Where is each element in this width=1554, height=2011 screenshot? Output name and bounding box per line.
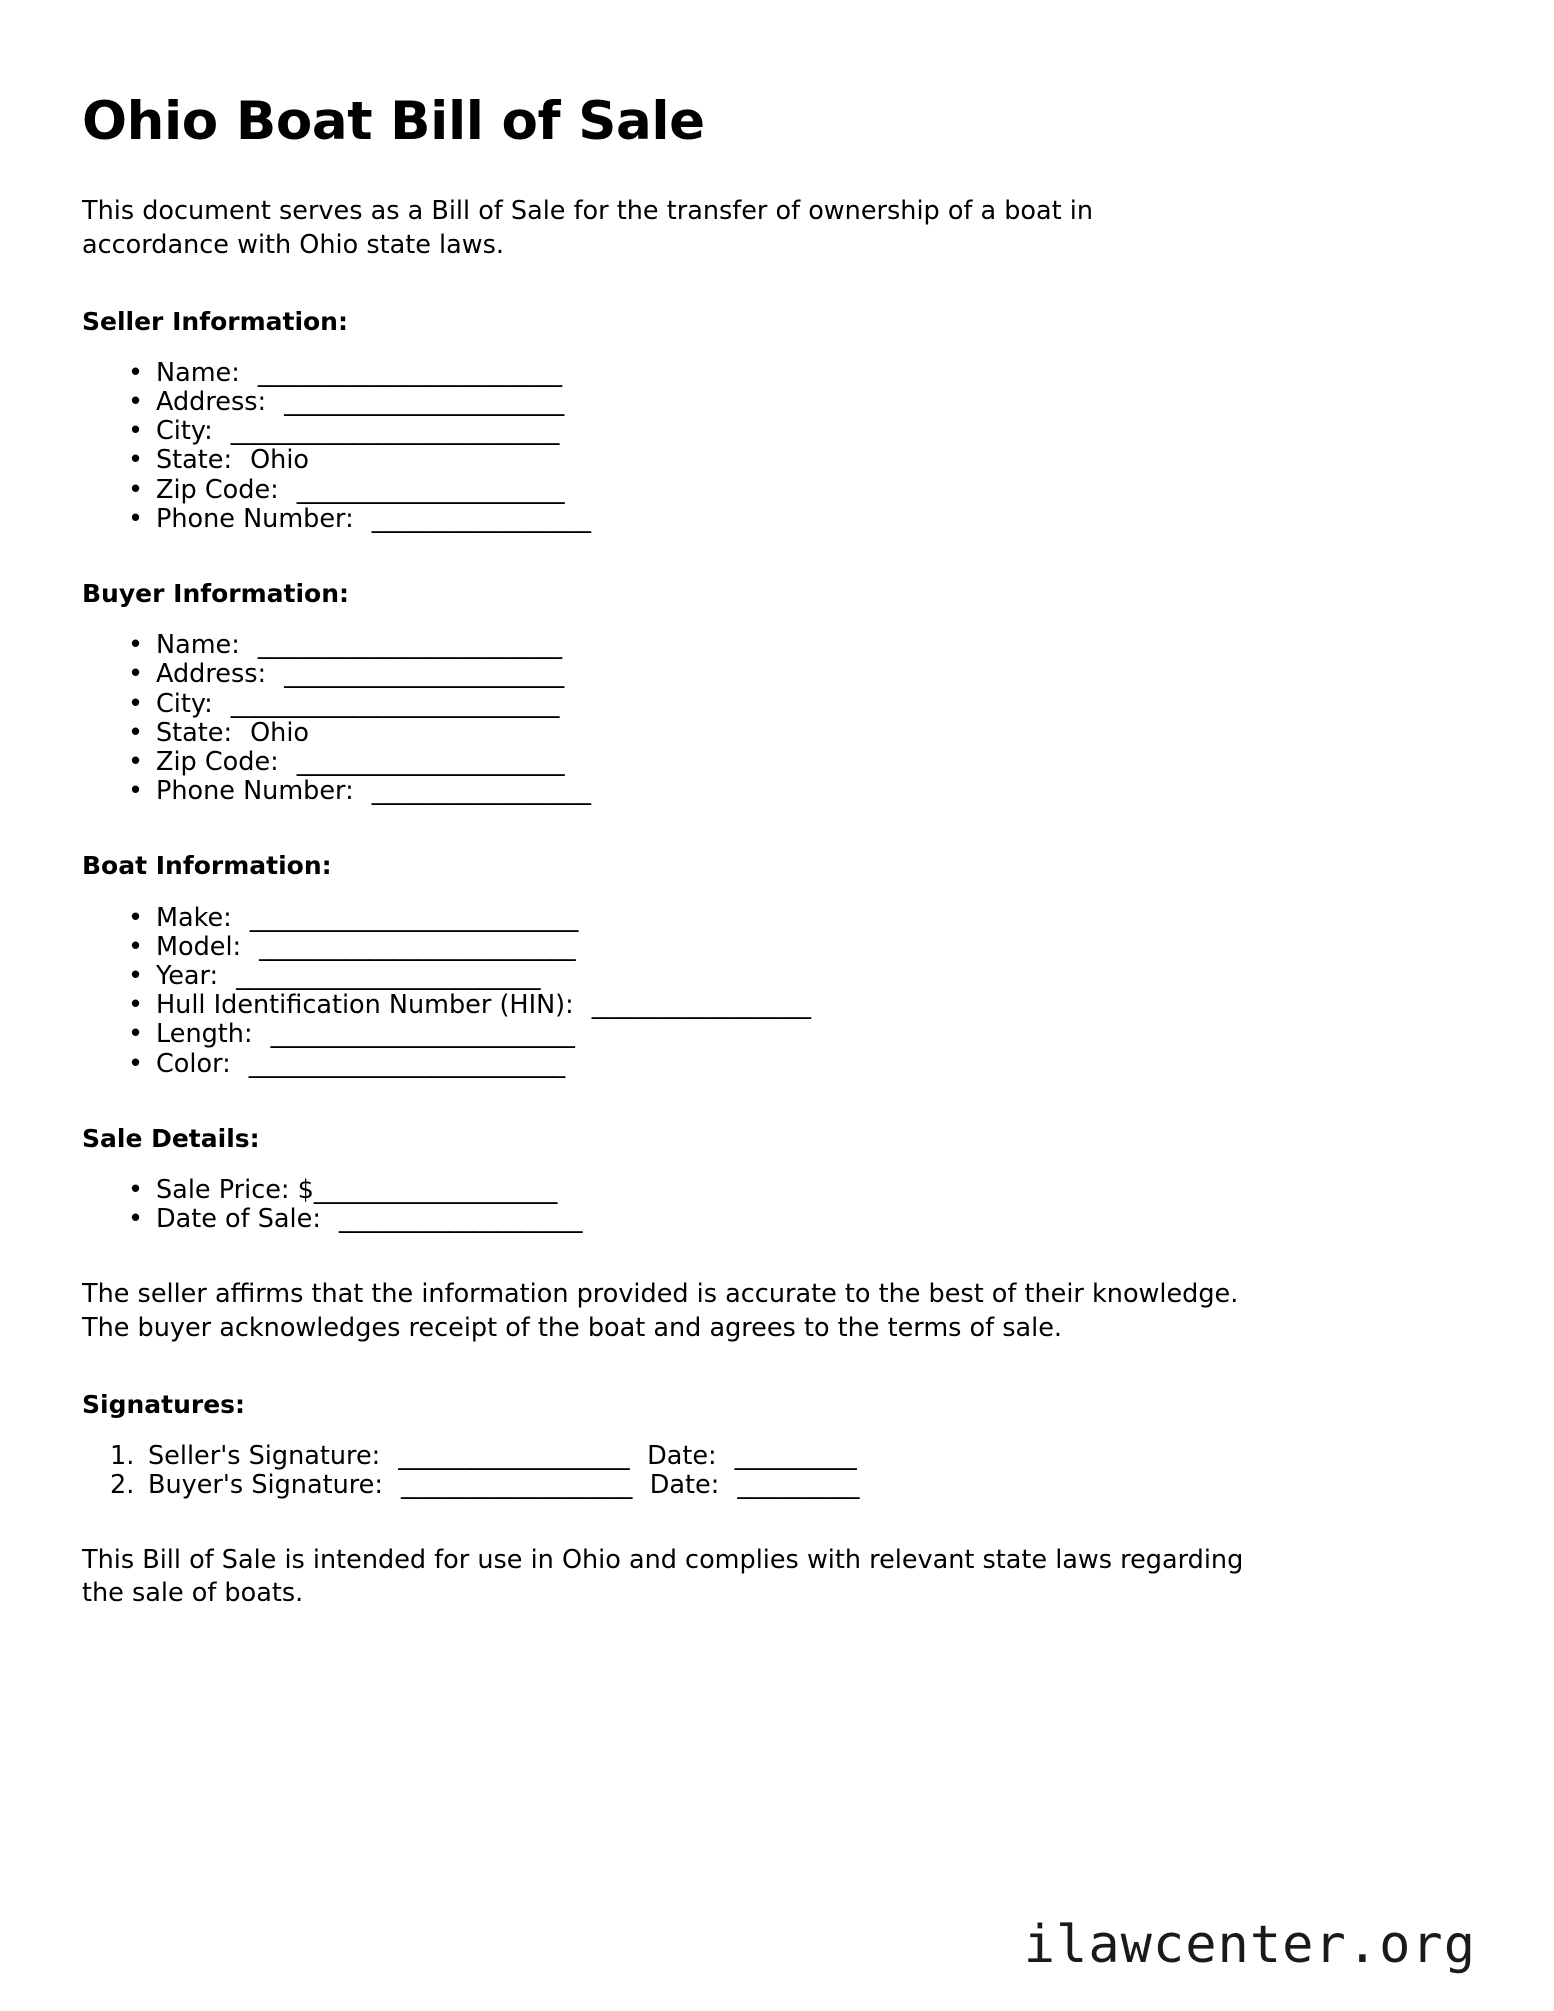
list-item bbox=[122, 777, 1474, 806]
list-item bbox=[122, 446, 1474, 475]
bullet-icon: • bbox=[128, 1019, 144, 1050]
list-item bbox=[122, 933, 1474, 962]
list-item bbox=[122, 1020, 1474, 1049]
field-blank[interactable]: _______________________ bbox=[284, 387, 564, 418]
field-blank[interactable]: ____________________ bbox=[313, 1175, 557, 1206]
field-label: Date of Sale: bbox=[156, 1204, 321, 1235]
field-blank[interactable]: ____________________ bbox=[338, 1204, 582, 1235]
field-label: State: bbox=[156, 445, 233, 476]
date-label: Date: bbox=[647, 1440, 717, 1471]
field-label: Phone Number: bbox=[156, 776, 354, 807]
list-item bbox=[122, 991, 1474, 1020]
field-label: Address: bbox=[156, 659, 267, 690]
date-label: Date: bbox=[649, 1470, 720, 1501]
field-label: Model: bbox=[156, 931, 242, 962]
closing-paragraph: This Bill of Sale is intended for use in Ohio and complies with relevant state laws regarding the sale of boats. bbox=[82, 1545, 1244, 1609]
list-item bbox=[110, 1442, 1474, 1471]
list-item bbox=[122, 1050, 1474, 1079]
field-blank[interactable]: ______________________ bbox=[296, 474, 565, 505]
intro-paragraph: This document serves as a Bill of Sale for the transfer of ownership of a boat in accordance with Ohio state laws. bbox=[82, 196, 1093, 260]
field-blank[interactable]: ___________________________ bbox=[249, 902, 578, 933]
bullet-icon: • bbox=[128, 357, 144, 388]
list-item bbox=[122, 1176, 1474, 1205]
bullet-icon: • bbox=[128, 630, 144, 661]
bullet-icon: • bbox=[128, 387, 144, 418]
field-label: Length: bbox=[156, 1019, 253, 1050]
field-blank[interactable]: ___________________________ bbox=[230, 688, 559, 719]
list-item bbox=[122, 719, 1474, 748]
boat-information-list bbox=[82, 904, 1474, 1079]
field-blank[interactable]: __________________ bbox=[371, 503, 591, 534]
field-label: Address: bbox=[156, 387, 267, 418]
list-number: 2. bbox=[110, 1470, 135, 1501]
list-number: 1. bbox=[110, 1440, 135, 1471]
seller-information-heading: Seller Information: bbox=[82, 306, 348, 336]
date-blank[interactable]: __________ bbox=[734, 1440, 857, 1471]
site-watermark: ilawcenter.org bbox=[1023, 1915, 1476, 1975]
field-blank[interactable]: _________________________ bbox=[236, 961, 540, 992]
list-item bbox=[122, 962, 1474, 991]
field-blank[interactable]: _________________________ bbox=[270, 1019, 575, 1050]
bullet-icon: • bbox=[128, 776, 144, 807]
list-item bbox=[122, 748, 1474, 777]
field-label: Zip Code: bbox=[156, 747, 279, 778]
signature-blank[interactable]: ___________________ bbox=[400, 1470, 632, 1501]
field-label: Phone Number: bbox=[156, 503, 354, 534]
bullet-icon: • bbox=[128, 1204, 144, 1235]
field-label: City: bbox=[156, 416, 213, 447]
field-blank[interactable]: ______________________ bbox=[296, 747, 565, 778]
signatures-list bbox=[82, 1442, 1474, 1500]
bullet-icon: • bbox=[128, 1175, 144, 1206]
sale-details-list bbox=[82, 1176, 1474, 1234]
list-item bbox=[122, 388, 1474, 417]
bullet-icon: • bbox=[128, 688, 144, 719]
buyer-information-list bbox=[82, 631, 1474, 806]
field-label: City: bbox=[156, 688, 213, 719]
field-blank[interactable]: ___________________________ bbox=[230, 416, 559, 447]
field-label: Make: bbox=[156, 902, 232, 933]
bullet-icon: • bbox=[128, 416, 144, 447]
signature-label: Seller's Signature: bbox=[148, 1440, 381, 1471]
bullet-icon: • bbox=[128, 659, 144, 690]
field-label: Name: bbox=[156, 630, 240, 661]
list-item bbox=[122, 417, 1474, 446]
bullet-icon: • bbox=[128, 1048, 144, 1079]
buyer-information-heading: Buyer Information: bbox=[82, 579, 350, 609]
field-value: Ohio bbox=[250, 717, 310, 748]
field-blank[interactable]: _________________________ bbox=[257, 630, 562, 661]
field-label: Year: bbox=[156, 961, 219, 992]
bullet-icon: • bbox=[128, 961, 144, 992]
field-label: Hull Identification Number (HIN): bbox=[156, 990, 574, 1021]
list-item bbox=[110, 1471, 1474, 1500]
bullet-icon: • bbox=[128, 717, 144, 748]
list-item bbox=[122, 505, 1474, 534]
field-label: Name: bbox=[156, 357, 240, 388]
signatures-heading: Signatures: bbox=[82, 1389, 246, 1419]
boat-information-heading: Boat Information: bbox=[82, 851, 332, 881]
list-item bbox=[122, 904, 1474, 933]
field-blank[interactable]: __________________ bbox=[371, 776, 591, 807]
list-item bbox=[122, 476, 1474, 505]
field-label: Color: bbox=[156, 1048, 231, 1079]
seller-information-list bbox=[82, 359, 1474, 534]
list-item bbox=[122, 631, 1474, 660]
field-label: Sale Price: $ bbox=[156, 1175, 314, 1206]
bullet-icon: • bbox=[128, 990, 144, 1021]
date-blank[interactable]: __________ bbox=[737, 1470, 859, 1501]
bullet-icon: • bbox=[128, 445, 144, 476]
field-value: Ohio bbox=[250, 445, 310, 476]
field-blank[interactable]: _________________________ bbox=[257, 357, 562, 388]
bullet-icon: • bbox=[128, 474, 144, 505]
list-item bbox=[122, 660, 1474, 689]
list-item bbox=[122, 359, 1474, 388]
page-title: Ohio Boat Bill of Sale bbox=[82, 91, 705, 152]
signature-blank[interactable]: ___________________ bbox=[398, 1440, 630, 1471]
bullet-icon: • bbox=[128, 902, 144, 933]
list-item bbox=[122, 1205, 1474, 1234]
sale-details-heading: Sale Details: bbox=[82, 1123, 260, 1153]
field-blank[interactable]: __________________________ bbox=[248, 1048, 565, 1079]
signature-label: Buyer's Signature: bbox=[148, 1470, 383, 1501]
bullet-icon: • bbox=[128, 931, 144, 962]
bullet-icon: • bbox=[128, 747, 144, 778]
bullet-icon: • bbox=[128, 503, 144, 534]
affirmation-paragraph: The seller affirms that the information provided is accurate to the best of their knowledge. The buyer acknowledges receipt of the boat and agrees to the terms of sale. bbox=[82, 1279, 1239, 1343]
field-blank[interactable]: _______________________ bbox=[284, 659, 564, 690]
field-label: State: bbox=[156, 717, 233, 748]
field-blank[interactable]: __________________________ bbox=[259, 931, 576, 962]
list-item bbox=[122, 690, 1474, 719]
field-label: Zip Code: bbox=[156, 474, 279, 505]
field-blank[interactable]: __________________ bbox=[591, 990, 811, 1021]
